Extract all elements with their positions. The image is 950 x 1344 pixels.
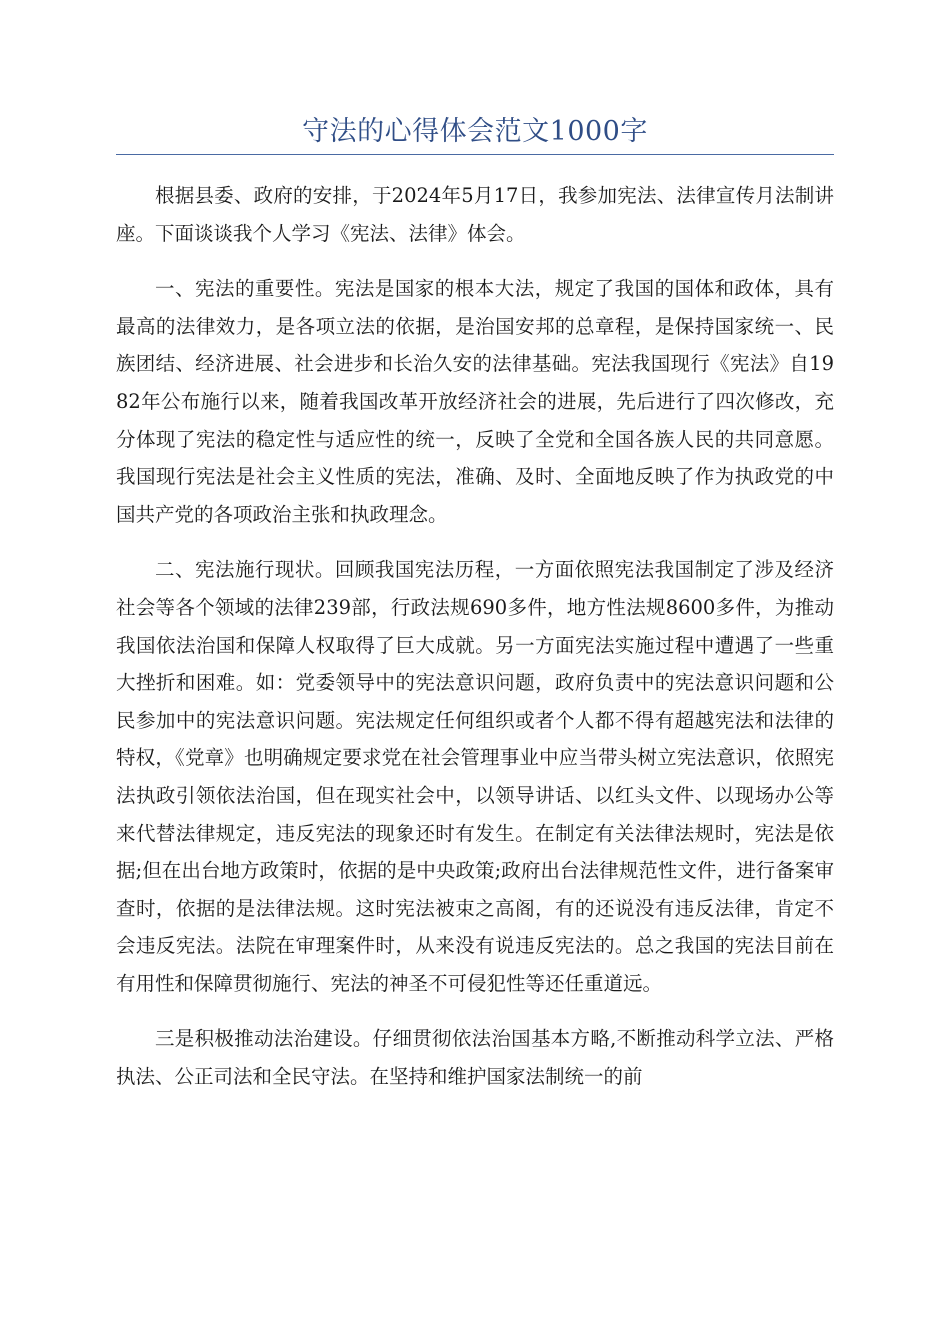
document-title: 守法的心得体会范文1000字 [302,116,648,147]
document-page [116,0,834,1114]
paragraph-constitution-importance: 一、宪法的重要性。宪法是国家的根本大法，规定了我国的国体和政体，具有最高的法律效力，是各项立法的依据，是治国安邦的总章程，是保持国家统一、民族团结、经济进展、社会进步和长治久安的法律基础。宪法我国现行《宪法》自1982年公布施行以来，随着我国改革开放经济社会的进展，先后进行了四次修改，充分体现了宪法的稳定性与适应性的统一，反映了全党和全国各族人民的共同意愿。我国现行宪法是社会主义性质的宪法，准确、及时、全面地反映了作为执政党的中国共产党的各项政治主张和执政理念。 [116,277,834,526]
paragraph-constitution-status: 二、宪法施行现状。回顾我国宪法历程，一方面依照宪法我国制定了涉及经济社会等各个领域的法律239部，行政法规690多件，地方性法规8600多件，为推动我国依法治国和保障人权取得了巨大成就。另一方面宪法实施过程中遭遇了一些重大挫折和困难。如：党委领导中的宪法意识问题，政府负责中的宪法意识问题和公民参加中的宪法意识问题。宪法规定任何组织或者个人都不得有超越宪法和法律的特权，《党章》也明确规定要求党在社会管理事业中应当带头树立宪法意识，依照宪法执政引领依法治国，但在现实社会中，以领导讲话、以红头文件、以现场办公等来代替法律规定，违反宪法的现象还时有发生。在制定有关法律法规时，宪法是依据;但在出台地方政策时，依据的是中央政策;政府出台法律规范性文件，进行备案审查时，依据的是法律法规。这时宪法被束之高阁，有的还说没有违反法律，肯定不会违反宪法。法院在审理案件时，从来没有说违反宪法的。总之我国的宪法目前在有用性和保障贯彻施行、宪法的神圣不可侵犯性等还任重道远。 [116,558,834,995]
title-underline [116,154,834,155]
paragraph-intro: 根据县委、政府的安排，于2024年5月17日，我参加宪法、法律宣传月法制讲座。下面谈谈我个人学习《宪法、法律》体会。 [116,184,834,245]
paragraph-rule-of-law: 三是积极推动法治建设。仔细贯彻依法治国基本方略,不断推动科学立法、严格执法、公正司法和全民守法。在坚持和维护国家法制统一的前 [116,1027,834,1089]
